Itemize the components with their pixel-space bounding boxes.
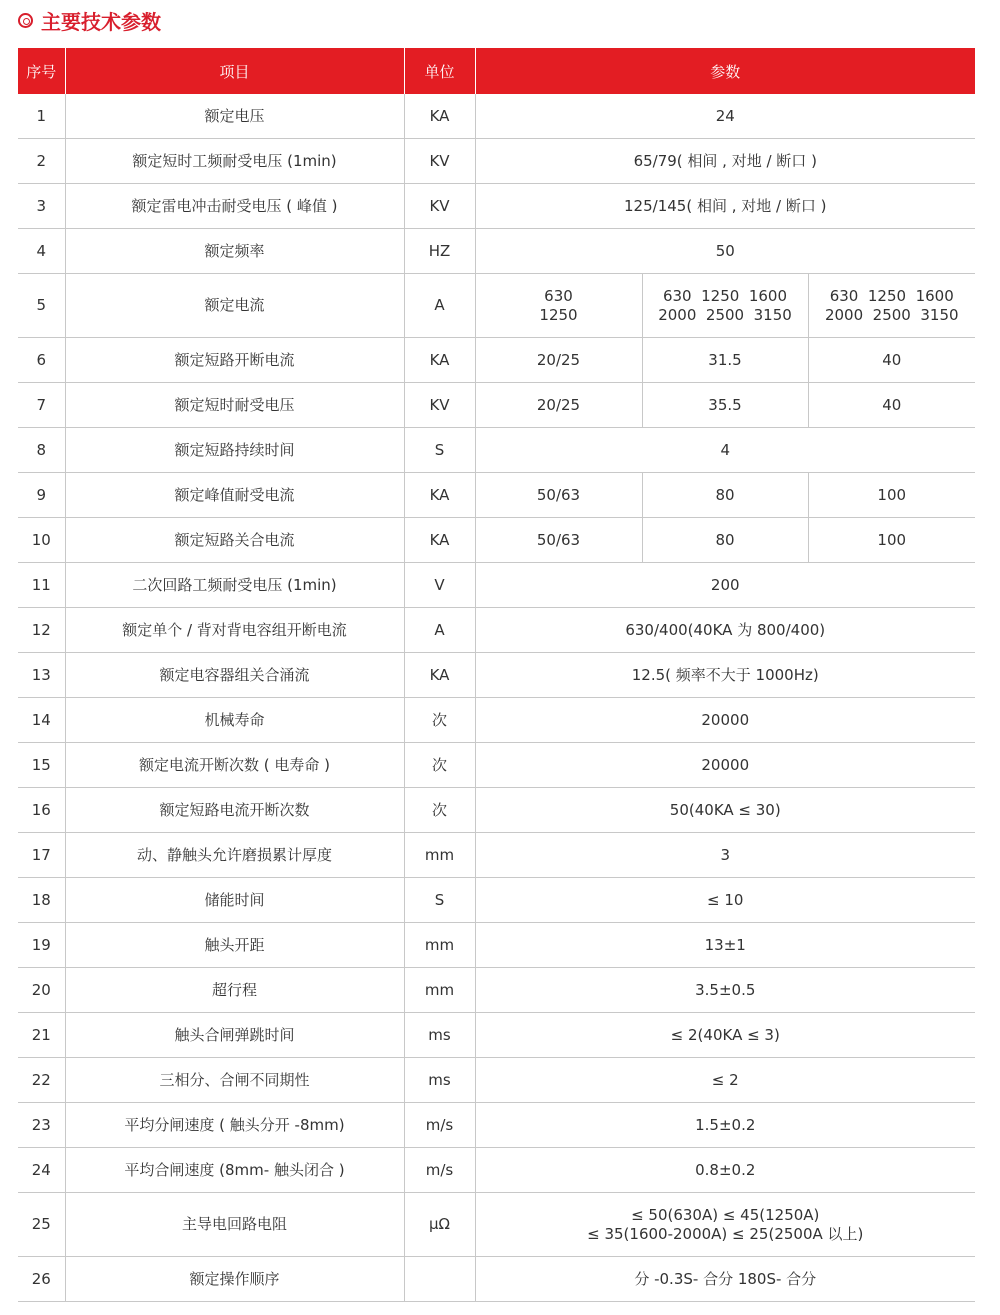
table-row <box>18 1193 975 1257</box>
row-number: 17 <box>18 833 65 878</box>
row-item: 额定短路关合电流 <box>65 518 404 563</box>
row-unit: S <box>404 878 475 923</box>
table-row <box>18 338 975 383</box>
row-item: 平均合闸速度 (8mm- 触头闭合 ) <box>65 1148 404 1193</box>
table-row <box>18 833 975 878</box>
table-row <box>18 743 975 788</box>
row-number: 5 <box>18 274 65 338</box>
table-row <box>18 878 975 923</box>
row-value-line: 1250 <box>539 305 578 324</box>
row-value-line: 630 1250 1600 <box>829 286 954 305</box>
row-item: 机械寿命 <box>65 698 404 743</box>
row-value: 0.8±0.2 <box>475 1148 975 1193</box>
section-title-text: 主要技术参数 <box>41 9 161 34</box>
row-item: 动、静触头允许磨损累计厚度 <box>65 833 404 878</box>
table-row <box>18 698 975 743</box>
row-value-col: 100 <box>808 473 975 518</box>
row-value: 200 <box>475 563 975 608</box>
row-value-col: 40 <box>808 338 975 383</box>
row-item: 触头合闸弹跳时间 <box>65 1013 404 1058</box>
row-unit: m/s <box>404 1103 475 1148</box>
row-unit: KA <box>404 653 475 698</box>
header-item: 项目 <box>65 48 404 94</box>
row-unit: μΩ <box>404 1193 475 1257</box>
row-item: 额定操作顺序 <box>65 1257 404 1302</box>
row-value-line: 2000 2500 3150 <box>658 305 792 324</box>
row-unit: KA <box>404 518 475 563</box>
row-number: 7 <box>18 383 65 428</box>
row-value-line: ≤ 50(630A) ≤ 45(1250A) <box>631 1205 820 1224</box>
row-value: ≤ 10 <box>475 878 975 923</box>
row-number: 4 <box>18 229 65 274</box>
row-number: 26 <box>18 1257 65 1302</box>
table-row <box>18 383 975 428</box>
row-value: ≤ 2 <box>475 1058 975 1103</box>
row-unit <box>404 1257 475 1302</box>
table-row <box>18 788 975 833</box>
row-value-col: 50/63 <box>475 473 642 518</box>
row-number: 23 <box>18 1103 65 1148</box>
row-number: 24 <box>18 1148 65 1193</box>
row-item: 平均分闸速度 ( 触头分开 -8mm) <box>65 1103 404 1148</box>
row-item: 触头开距 <box>65 923 404 968</box>
row-unit: 次 <box>404 788 475 833</box>
row-number: 22 <box>18 1058 65 1103</box>
row-number: 25 <box>18 1193 65 1257</box>
row-number: 11 <box>18 563 65 608</box>
row-item: 超行程 <box>65 968 404 1013</box>
row-value-col: 100 <box>808 518 975 563</box>
table-row <box>18 608 975 653</box>
table-row <box>18 518 975 563</box>
row-value-col: 40 <box>808 383 975 428</box>
row-unit: KV <box>404 383 475 428</box>
row-value-col <box>642 274 808 338</box>
row-number: 6 <box>18 338 65 383</box>
row-number: 20 <box>18 968 65 1013</box>
table-row <box>18 653 975 698</box>
row-number: 13 <box>18 653 65 698</box>
row-value: ≤ 2(40KA ≤ 3) <box>475 1013 975 1058</box>
row-number: 21 <box>18 1013 65 1058</box>
table-row <box>18 473 975 518</box>
row-value-col: 20/25 <box>475 338 642 383</box>
header-param: 参数 <box>475 48 975 94</box>
row-value: 125/145( 相间 , 对地 / 断口 ) <box>475 184 975 229</box>
row-unit: 次 <box>404 743 475 788</box>
row-number: 3 <box>18 184 65 229</box>
row-item: 主导电回路电阻 <box>65 1193 404 1257</box>
row-number: 19 <box>18 923 65 968</box>
row-item: 额定短路开断电流 <box>65 338 404 383</box>
row-value-col: 50/63 <box>475 518 642 563</box>
row-value: 50(40KA ≤ 30) <box>475 788 975 833</box>
row-item: 储能时间 <box>65 878 404 923</box>
row-value: 20000 <box>475 743 975 788</box>
row-value: 50 <box>475 229 975 274</box>
row-number: 9 <box>18 473 65 518</box>
table-row <box>18 1148 975 1193</box>
row-item: 三相分、合闸不同期性 <box>65 1058 404 1103</box>
table-row <box>18 923 975 968</box>
table-row <box>18 94 975 139</box>
row-item: 额定电流开断次数 ( 电寿命 ) <box>65 743 404 788</box>
table-row <box>18 1257 975 1302</box>
row-value: 3 <box>475 833 975 878</box>
row-number: 12 <box>18 608 65 653</box>
row-item: 额定电容器组关合涌流 <box>65 653 404 698</box>
row-value-col: 80 <box>642 518 808 563</box>
row-item: 二次回路工频耐受电压 (1min) <box>65 563 404 608</box>
row-unit: S <box>404 428 475 473</box>
row-value-line: ≤ 35(1600-2000A) ≤ 25(2500A 以上) <box>587 1224 864 1243</box>
row-unit: KV <box>404 139 475 184</box>
row-unit: 次 <box>404 698 475 743</box>
row-unit: KA <box>404 94 475 139</box>
table-row <box>18 563 975 608</box>
row-value: 1.5±0.2 <box>475 1103 975 1148</box>
row-item: 额定电压 <box>65 94 404 139</box>
row-item: 额定雷电冲击耐受电压 ( 峰值 ) <box>65 184 404 229</box>
section-title <box>18 4 161 36</box>
row-value: 20000 <box>475 698 975 743</box>
table-row <box>18 1013 975 1058</box>
row-number: 18 <box>18 878 65 923</box>
row-item: 额定峰值耐受电流 <box>65 473 404 518</box>
row-unit: A <box>404 274 475 338</box>
table-row <box>18 1103 975 1148</box>
row-number: 1 <box>18 94 65 139</box>
header-unit: 单位 <box>404 48 475 94</box>
row-value-col: 20/25 <box>475 383 642 428</box>
row-number: 10 <box>18 518 65 563</box>
row-unit: m/s <box>404 1148 475 1193</box>
row-value: 12.5( 频率不大于 1000Hz) <box>475 653 975 698</box>
row-unit: KA <box>404 473 475 518</box>
row-unit: KA <box>404 338 475 383</box>
table-row <box>18 428 975 473</box>
table-row <box>18 274 975 338</box>
row-unit: mm <box>404 923 475 968</box>
row-item: 额定短路持续时间 <box>65 428 404 473</box>
row-item: 额定短时耐受电压 <box>65 383 404 428</box>
row-unit: A <box>404 608 475 653</box>
row-value-col: 35.5 <box>642 383 808 428</box>
table-row <box>18 229 975 274</box>
row-value-col: 80 <box>642 473 808 518</box>
row-value: 630/400(40KA 为 800/400) <box>475 608 975 653</box>
row-value: 24 <box>475 94 975 139</box>
row-value-col <box>808 274 975 338</box>
row-item: 额定单个 / 背对背电容组开断电流 <box>65 608 404 653</box>
table-row <box>18 139 975 184</box>
table-row <box>18 1058 975 1103</box>
row-unit: ms <box>404 1013 475 1058</box>
row-number: 16 <box>18 788 65 833</box>
row-number: 2 <box>18 139 65 184</box>
row-value: 65/79( 相间 , 对地 / 断口 ) <box>475 139 975 184</box>
table-row <box>18 184 975 229</box>
spec-table <box>18 48 975 1302</box>
row-value-line: 630 1250 1600 <box>662 286 788 305</box>
row-item: 额定短时工频耐受电压 (1min) <box>65 139 404 184</box>
row-number: 14 <box>18 698 65 743</box>
header-row <box>18 48 975 94</box>
row-unit: mm <box>404 833 475 878</box>
row-unit: V <box>404 563 475 608</box>
header-no: 序号 <box>18 48 65 94</box>
row-value-col <box>475 274 642 338</box>
table-row <box>18 968 975 1013</box>
row-value: 分 -0.3S- 合分 180S- 合分 <box>475 1257 975 1302</box>
row-item: 额定频率 <box>65 229 404 274</box>
row-value-col: 31.5 <box>642 338 808 383</box>
row-value: 3.5±0.5 <box>475 968 975 1013</box>
row-number: 8 <box>18 428 65 473</box>
row-unit: HZ <box>404 229 475 274</box>
row-value-line: 630 <box>544 286 573 305</box>
row-value-line: 2000 2500 3150 <box>824 305 959 324</box>
row-item: 额定短路电流开断次数 <box>65 788 404 833</box>
row-unit: ms <box>404 1058 475 1103</box>
target-circle-icon <box>18 13 33 28</box>
row-item: 额定电流 <box>65 274 404 338</box>
row-value: 4 <box>475 428 975 473</box>
row-value: 13±1 <box>475 923 975 968</box>
row-unit: KV <box>404 184 475 229</box>
row-unit: mm <box>404 968 475 1013</box>
row-number: 15 <box>18 743 65 788</box>
row-value <box>475 1193 975 1257</box>
